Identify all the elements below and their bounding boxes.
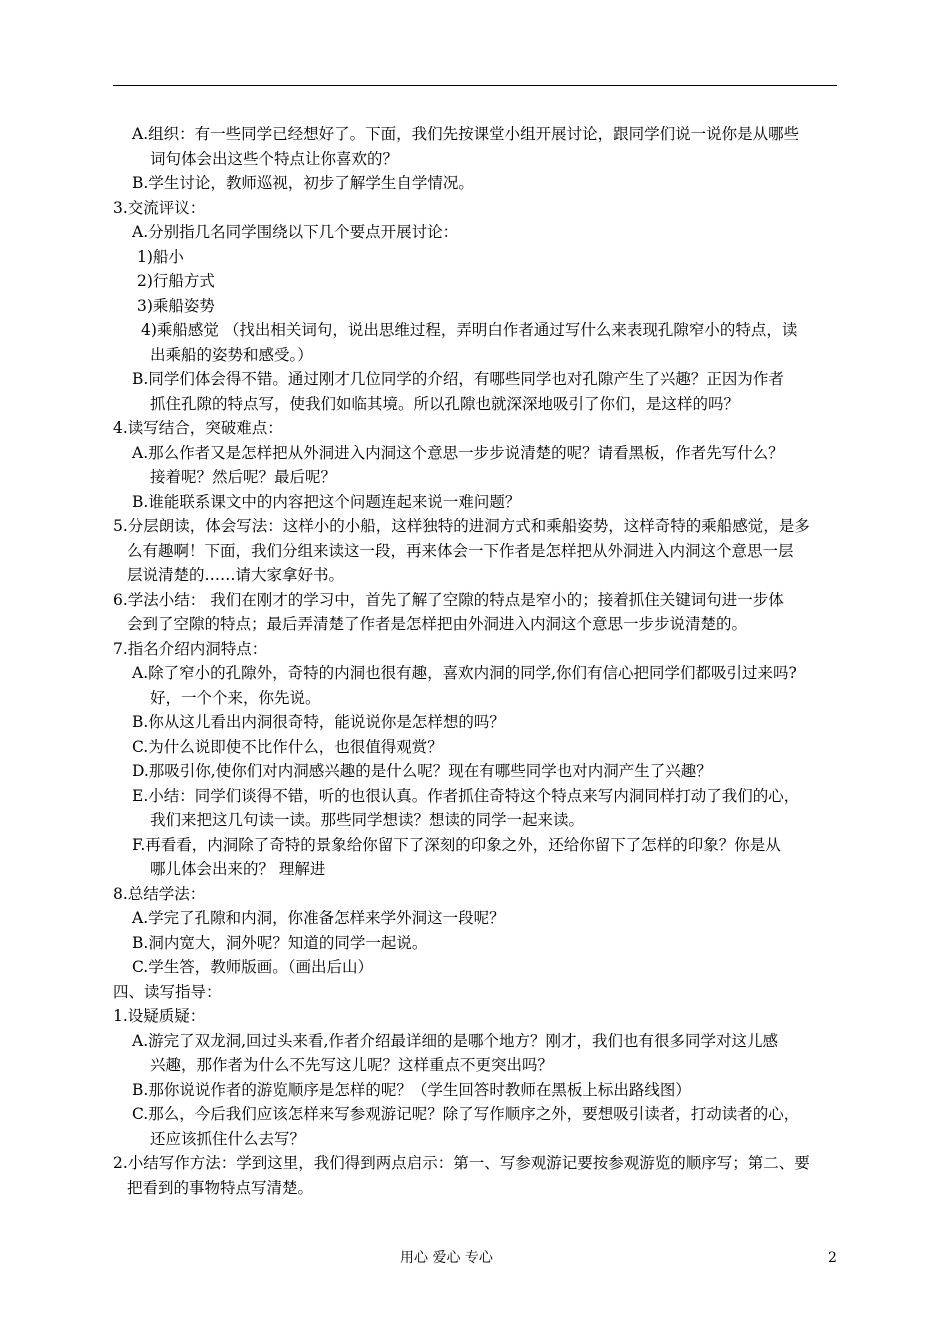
- text-line: B.那你说说作者的游览顺序是怎样的呢？（学生回答时教师在黑板上标出路线图）: [132, 1080, 691, 1099]
- footer-motto: 用心 爱心 专心: [400, 1250, 493, 1266]
- text-line: 四、读写指导：: [113, 982, 222, 1001]
- text-line: 词句体会出这些个特点让你喜欢的？: [150, 149, 399, 168]
- text-line: C.那么，今后我们应该怎样来写参观游记呢？除了写作顺序之外，要想吸引读者，打动读者的心，: [132, 1105, 800, 1123]
- text-line: 会到了空隙的特点；最后弄清楚了作者是怎样把由外洞进入内洞这个意思一步步说清楚的。: [127, 615, 748, 633]
- text-line: 5.分层朗读，体会写法：这样小的小船，这样独特的进洞方式和乘船姿势，这样奇特的乘船感觉，是多: [113, 517, 810, 535]
- text-line: 3.交流评议：: [113, 198, 206, 217]
- text-line: 兴趣，那作者为什么不先写这儿呢？这样重点不更突出吗？: [150, 1056, 554, 1074]
- text-line: 好，一个个来，你先说。: [150, 688, 321, 707]
- text-line: C.为什么说即使不比作什么，也很值得观赏？: [132, 737, 443, 756]
- text-line: 4.读写结合，突破难点：: [113, 419, 283, 437]
- text-line: 6.学法小结： 我们在刚才的学习中，首先了解了空隙的特点是窄小的；接着抓住关键词句进一步体: [113, 590, 784, 609]
- text-line: 4)乘船感觉 （找出相关词句，说出思维过程，弄明白作者通过写什么来表现孔隙窄小的特点，读: [141, 321, 798, 339]
- text-line: B.洞内宽大，洞外呢？知道的同学一起说。: [132, 933, 428, 952]
- text-line: 2)行船方式: [137, 272, 215, 290]
- page-footer: [0, 1248, 950, 1268]
- text-line: 1.设疑质疑：: [113, 1007, 206, 1025]
- text-line: F.再看看，内洞除了奇特的景象给你留下了深刻的印象之外，还给你留下了怎样的印象？你是从: [132, 835, 781, 854]
- text-line: 1)船小: [137, 247, 184, 266]
- text-line: 抓住孔隙的特点写，使我们如临其境。所以孔隙也就深深地吸引了你们，是这样的吗？: [150, 394, 740, 413]
- text-line: 把看到的事物特点写清楚。: [127, 1178, 314, 1197]
- text-line: 3)乘船姿势: [137, 296, 215, 315]
- text-line: A.除了窄小的孔隙外，奇特的内洞也很有趣，喜欢内洞的同学,你们有信心把同学们都吸引过来吗?: [132, 664, 797, 682]
- text-line: B.谁能联系课文中的内容把这个问题连起来说一难问题？: [132, 492, 521, 511]
- text-line: 8.总结学法：: [113, 884, 206, 903]
- text-line: B.你从这儿看出内洞很奇特，能说说你是怎样想的吗？: [132, 713, 505, 731]
- text-line: 么有趣啊！下面，我们分组来读这一段，再来体会一下作者是怎样把从外洞进入内洞这个意思一层: [127, 541, 794, 560]
- text-line: A.游完了双龙洞,回过头来看,作者介绍最详细的是哪个地方？刚才，我们也有很多同学对这儿感: [132, 1031, 778, 1050]
- page-number: 2: [828, 1250, 837, 1266]
- text-line: 层说清楚的……请大家拿好书。: [127, 566, 345, 584]
- text-line: 我们来把这几句读一读。那些同学想读？想读的同学一起来读。: [150, 811, 585, 829]
- text-line: 2.小结写作方法：学到这里，我们得到两点启示：第一、写参观游记要按参观游览的顺序写；第二、要: [113, 1154, 810, 1172]
- text-line: A.学完了孔隙和内洞，你准备怎样来学外洞这一段呢？: [132, 909, 505, 927]
- text-line: 哪儿体会出来的？ 理解进: [150, 860, 326, 878]
- document-body: [113, 122, 837, 1200]
- text-line: D.那吸引你,使你们对内洞感兴趣的是什么呢？现在有哪些同学也对内洞产生了兴趣？: [132, 762, 712, 780]
- text-line: E.小结：同学们谈得不错，听的也很认真。作者抓住奇特这个特点来写内洞同样打动了我们的心，: [132, 786, 800, 805]
- text-line: A.分别指几名同学围绕以下几个要点开展讨论：: [132, 223, 459, 241]
- text-line: 还应该抓住什么去写？: [150, 1129, 306, 1148]
- text-line: B.同学们体会得不错。通过刚才几位同学的介绍，有哪些同学也对孔隙产生了兴趣？正因为作者: [132, 370, 784, 388]
- text-line: B.学生讨论，教师巡视，初步了解学生自学情况。: [132, 174, 474, 192]
- text-line: A.组织：有一些同学已经想好了。下面，我们先按课堂小组开展讨论，跟同学们说一说你是从哪些: [132, 125, 800, 143]
- text-line: C.学生答，教师版画。（画出后山）: [132, 958, 373, 976]
- text-line: 接着呢？然后呢？最后呢？: [150, 468, 337, 486]
- text-line: A.那么作者又是怎样把从外洞进入内洞这个意思一步步说清楚的呢？请看黑板，作者先写什么？: [132, 443, 784, 462]
- text-line: 出乘船的姿势和感受。）: [150, 345, 313, 364]
- text-line: 7.指名介绍内洞特点：: [113, 639, 268, 658]
- header-rule: [113, 85, 837, 86]
